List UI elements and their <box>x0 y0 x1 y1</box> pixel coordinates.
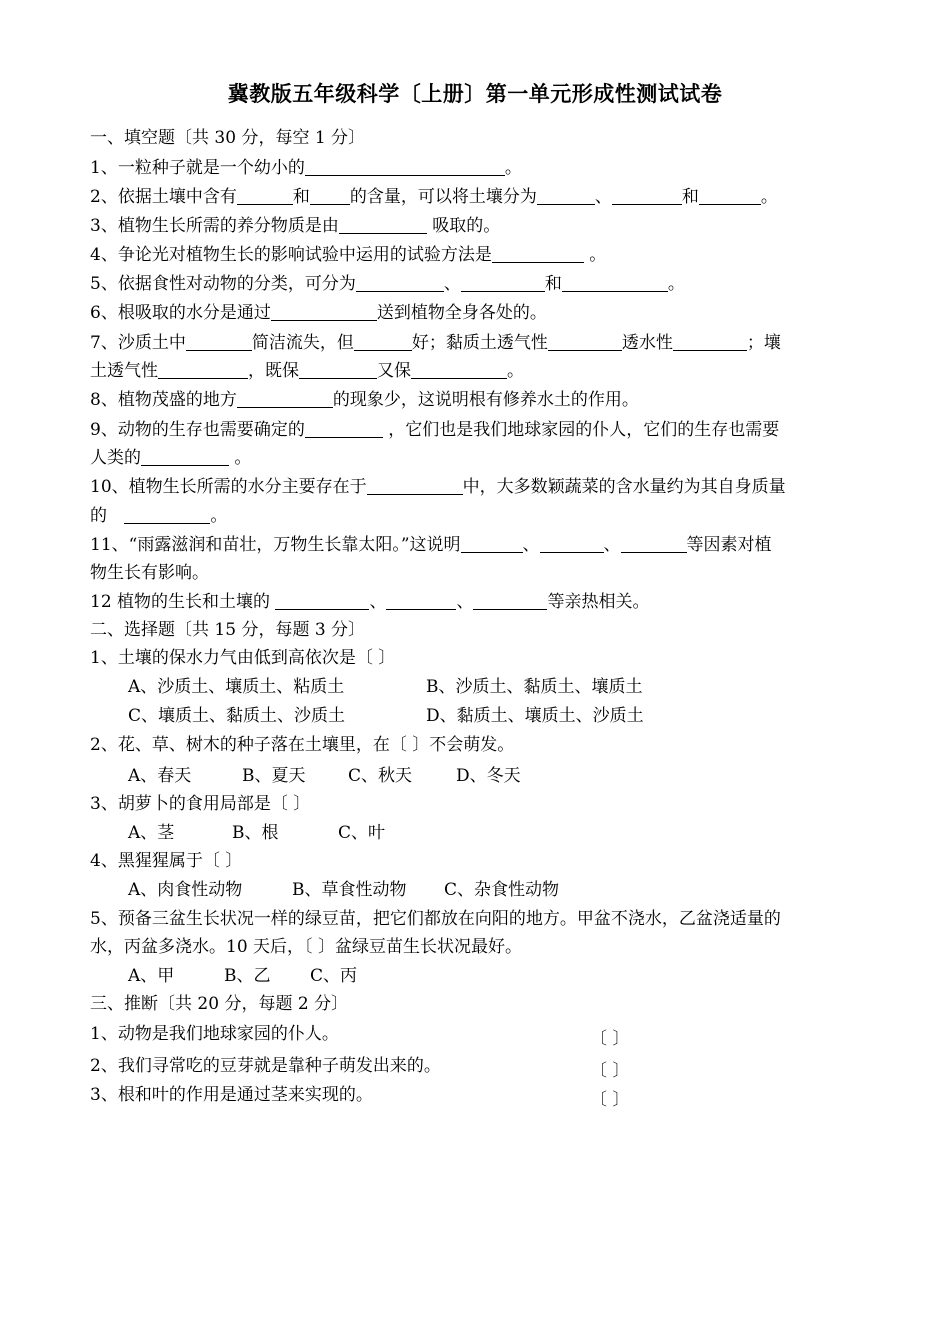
fill-question-8: 8、植物茂盛的地方 的现象少，这说明根有修养水土的作用。 <box>90 390 639 410</box>
answer-bracket[interactable]: 〔 〕 <box>590 1029 630 1049</box>
section1-heading: 一、填空题〔共 30 分，每空 1 分〕 <box>90 128 366 148</box>
fill-question-12: 12 植物的生长和土壤的 、 、 等亲热相关。 <box>90 592 650 612</box>
fill-question-6: 6、根吸取的水分是通过 送到植物全身各处的。 <box>90 303 547 323</box>
section2-heading: 二、选择题〔共 15 分，每题 3 分〕 <box>90 620 366 640</box>
answer-blank[interactable] <box>339 217 427 234</box>
choice-question-4: 4、黑猩猩属于〔 〕 <box>90 851 243 871</box>
answer-blank[interactable] <box>673 334 747 351</box>
answer-blank[interactable] <box>612 188 682 205</box>
answer-blank[interactable] <box>411 362 507 379</box>
answer-blank[interactable] <box>237 391 333 408</box>
judge-item: 1、动物是我们地球家园的仆人。 <box>90 1024 339 1044</box>
choice-option-c[interactable]: C、秋天 <box>348 766 413 786</box>
choice-question-3: 3、胡萝卜的食用局部是〔 〕 <box>90 794 311 814</box>
choice-option-a[interactable]: A、甲 <box>128 966 175 986</box>
judge-item: 3、根和叶的作用是通过茎来实现的。 <box>90 1085 373 1105</box>
answer-blank[interactable] <box>124 507 210 524</box>
choice-question-2: 2、花、草、树木的种子落在土壤里，在〔 〕不会萌发。 <box>90 735 515 755</box>
choice-question-1: 1、土壤的保水力气由低到高依次是〔 〕 <box>90 648 396 668</box>
answer-blank[interactable] <box>305 421 383 438</box>
choice-option-a[interactable]: A、春天 <box>128 766 192 786</box>
choice-option-a[interactable]: A、茎 <box>128 823 175 843</box>
fill-question-7: 7、沙质土中 简洁流失，但 好；黏质土透气性 透水性 ；壤 <box>90 333 781 353</box>
fill-question-9-cont: 人类的 。 <box>90 448 252 468</box>
answer-blank[interactable] <box>699 188 761 205</box>
fill-question-5: 5、依据食性对动物的分类，可分为 、 和 。 <box>90 274 685 294</box>
answer-blank[interactable] <box>356 275 444 292</box>
answer-blank[interactable] <box>299 362 377 379</box>
choice-option-d[interactable]: D、冬天 <box>456 766 521 786</box>
fill-question-10-cont: 的 。 <box>90 506 228 526</box>
choice-option-a[interactable]: A、肉食性动物 <box>128 880 243 900</box>
answer-blank[interactable] <box>540 536 604 553</box>
fill-question-10: 10、植物生长所需的水分主要存在于 中，大多数颖蔬菜的含水量约为其自身质量 <box>90 477 786 497</box>
answer-blank[interactable] <box>310 188 350 205</box>
answer-blank[interactable] <box>492 246 584 263</box>
fill-question-2: 2、依据土壤中含有 和 的含量，可以将土壤分为 、 和 。 <box>90 187 778 207</box>
answer-blank[interactable] <box>562 275 668 292</box>
choice-option-c[interactable]: C、杂食性动物 <box>444 880 560 900</box>
answer-blank[interactable] <box>548 334 622 351</box>
answer-bracket[interactable]: 〔 〕 <box>590 1061 630 1081</box>
answer-blank[interactable] <box>621 536 687 553</box>
answer-blank[interactable] <box>158 362 248 379</box>
choice-option-b[interactable]: B、沙质土、黏质土、壤质土 <box>426 677 643 697</box>
answer-blank[interactable] <box>537 188 595 205</box>
answer-bracket[interactable]: 〔 〕 <box>590 1090 630 1110</box>
fill-question-3: 3、植物生长所需的养分物质是由 吸取的。 <box>90 216 501 236</box>
fill-question-1: 1、一粒种子就是一个幼小的 。 <box>90 158 522 178</box>
choice-option-b[interactable]: B、乙 <box>224 966 271 986</box>
page-title: 冀教版五年级科学〔上册〕第一单元形成性测试试卷 <box>227 81 723 106</box>
fill-question-11: 11、“雨露滋润和苗壮，万物生长靠太阳。”这说明 、 、 等因素对植 <box>90 535 772 555</box>
choice-option-b[interactable]: B、夏天 <box>242 766 306 786</box>
answer-blank[interactable] <box>354 334 412 351</box>
choice-question-5-cont: 水，丙盆多浇水。10 天后，〔 〕盆绿豆苗生长状况最好。 <box>90 937 522 957</box>
answer-blank[interactable] <box>237 188 293 205</box>
answer-blank[interactable] <box>461 275 545 292</box>
choice-option-c[interactable]: C、壤质土、黏质土、沙质土 <box>128 706 346 726</box>
fill-question-4: 4、争论光对植物生长的影响试验中运用的试验方法是 。 <box>90 245 607 265</box>
fill-question-7-cont: 土透气性 ，既保 又保 。 <box>90 361 524 381</box>
choice-option-b[interactable]: B、根 <box>232 823 279 843</box>
choice-question-5: 5、预备三盆生长状况一样的绿豆苗，把它们都放在向阳的地方。甲盆不浇水，乙盆浇适量的 <box>90 909 781 929</box>
choice-option-b[interactable]: B、草食性动物 <box>292 880 407 900</box>
answer-blank[interactable] <box>186 334 252 351</box>
section3-heading: 三、推断〔共 20 分，每题 2 分〕 <box>90 994 349 1014</box>
answer-blank[interactable] <box>141 449 229 466</box>
choice-option-c[interactable]: C、丙 <box>310 966 358 986</box>
answer-blank[interactable] <box>461 536 523 553</box>
fill-question-11-cont: 物生长有影响。 <box>90 563 209 583</box>
choice-option-c[interactable]: C、叶 <box>338 823 386 843</box>
choice-option-d[interactable]: D、黏质土、壤质土、沙质土 <box>426 706 644 726</box>
answer-blank[interactable] <box>386 593 456 610</box>
judge-item: 2、我们寻常吃的豆芽就是靠种子萌发出来的。 <box>90 1056 441 1076</box>
fill-question-9: 9、动物的生存也需要确定的 ，它们也是我们地球家园的仆人，它们的生存也需要 <box>90 420 780 440</box>
answer-blank[interactable] <box>275 593 369 610</box>
choice-option-a[interactable]: A、沙质土、壤质土、粘质土 <box>128 677 345 697</box>
answer-blank[interactable] <box>305 159 505 176</box>
answer-blank[interactable] <box>271 304 377 321</box>
answer-blank[interactable] <box>473 593 547 610</box>
answer-blank[interactable] <box>367 478 463 495</box>
